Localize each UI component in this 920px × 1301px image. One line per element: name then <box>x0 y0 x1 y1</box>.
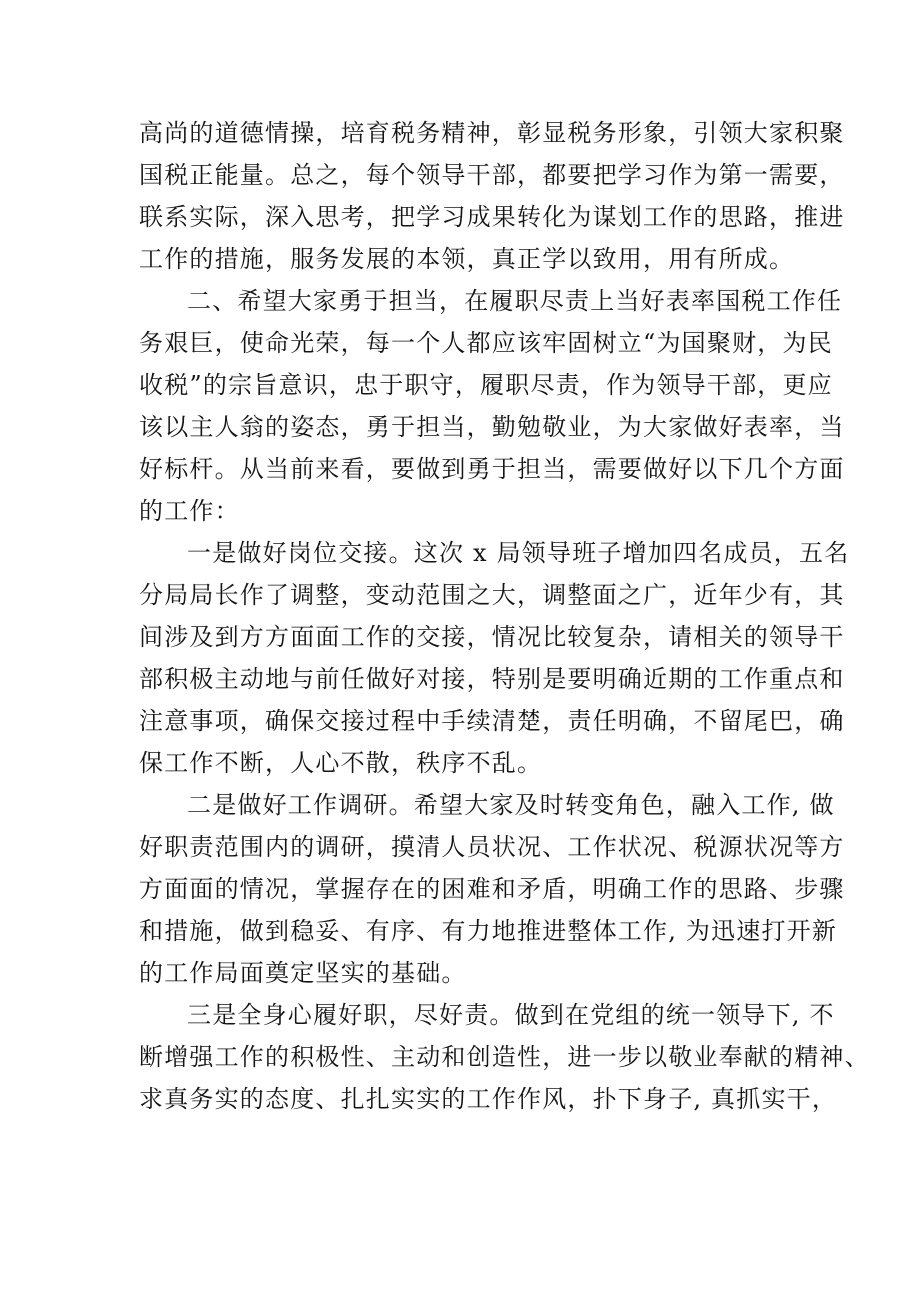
text-line: 断增强工作的积极性、主动和创造性，进一步以敬业奉献的精神、 <box>139 1043 870 1071</box>
text-line: 三是全身心履好职，尽好责。做到在党组的统一领导下, 不 <box>187 1001 835 1029</box>
text-line: 间涉及到方方面面工作的交接，情况比较复杂，请相关的领导干 <box>139 623 845 651</box>
text-line: 保工作不断，人心不散，秩序不乱。 <box>139 749 543 777</box>
text-line: 该以主人翁的姿态，勇于担当，勤勉敬业，为大家做好表率，当 <box>139 413 845 441</box>
text-line: 注意事项，确保交接过程中手续清楚，责任明确，不留尾巴，确 <box>139 707 845 735</box>
text-line: 一是做好岗位交接。这次 x 局领导班子增加四名成员，五名 <box>187 539 850 567</box>
text-line: 务艰巨，使命光荣，每一个人都应该牢固树立“为国聚财，为民 <box>139 329 833 357</box>
paragraph-handover <box>139 532 850 784</box>
text-line: 二、希望大家勇于担当，在履职尽责上当好表率国税工作任 <box>187 287 843 315</box>
text-line: 好标杆。从当前来看，要做到勇于担当，需要做好以下几个方面 <box>139 455 845 483</box>
paragraph-study-conclusion <box>139 112 845 280</box>
text-line: 和措施，做到稳妥、有序、有力地推进整体工作, 为迅速打开新 <box>139 917 838 945</box>
text-line: 求真务实的态度、扎扎实实的工作作风，扑下身子, 真抓实干， <box>139 1085 838 1113</box>
paragraph-research <box>139 784 845 994</box>
text-line: 部积极主动地与前任做好对接，特别是要明确近期的工作重点和 <box>139 665 845 693</box>
text-line: 收税”的宗旨意识，忠于职守，履职尽责，作为领导干部，更应 <box>139 371 833 399</box>
text-line: 联系实际，深入思考，把学习成果转化为谋划工作的思路，推进 <box>139 203 845 231</box>
text-line: 高尚的道德情操，培育税务精神，彰显税务形象，引领大家积聚 <box>139 119 845 147</box>
text-line: 方面面的情况，掌握存在的困难和矛盾，明确工作的思路、步骤 <box>139 875 845 903</box>
text-line: 国税正能量。总之，每个领导干部，都要把学习作为第一需要， <box>139 161 845 189</box>
text-line: 二是做好工作调研。希望大家及时转变角色，融入工作, 做 <box>187 791 835 819</box>
text-line: 分局局长作了调整，变动范围之大，调整面之广，近年少有，其 <box>139 581 845 609</box>
paragraph-duty <box>139 994 870 1120</box>
document-page <box>139 112 870 1120</box>
text-line: 工作的措施，服务发展的本领，真正学以致用，用有所成。 <box>139 245 795 273</box>
paragraph-section-two-heading <box>139 280 845 532</box>
text-line: 的工作局面奠定坚实的基础。 <box>139 959 467 987</box>
text-line: 的工作： <box>139 497 240 525</box>
text-line: 好职责范围内的调研，摸清人员状况、工作状况、税源状况等方 <box>139 833 845 861</box>
